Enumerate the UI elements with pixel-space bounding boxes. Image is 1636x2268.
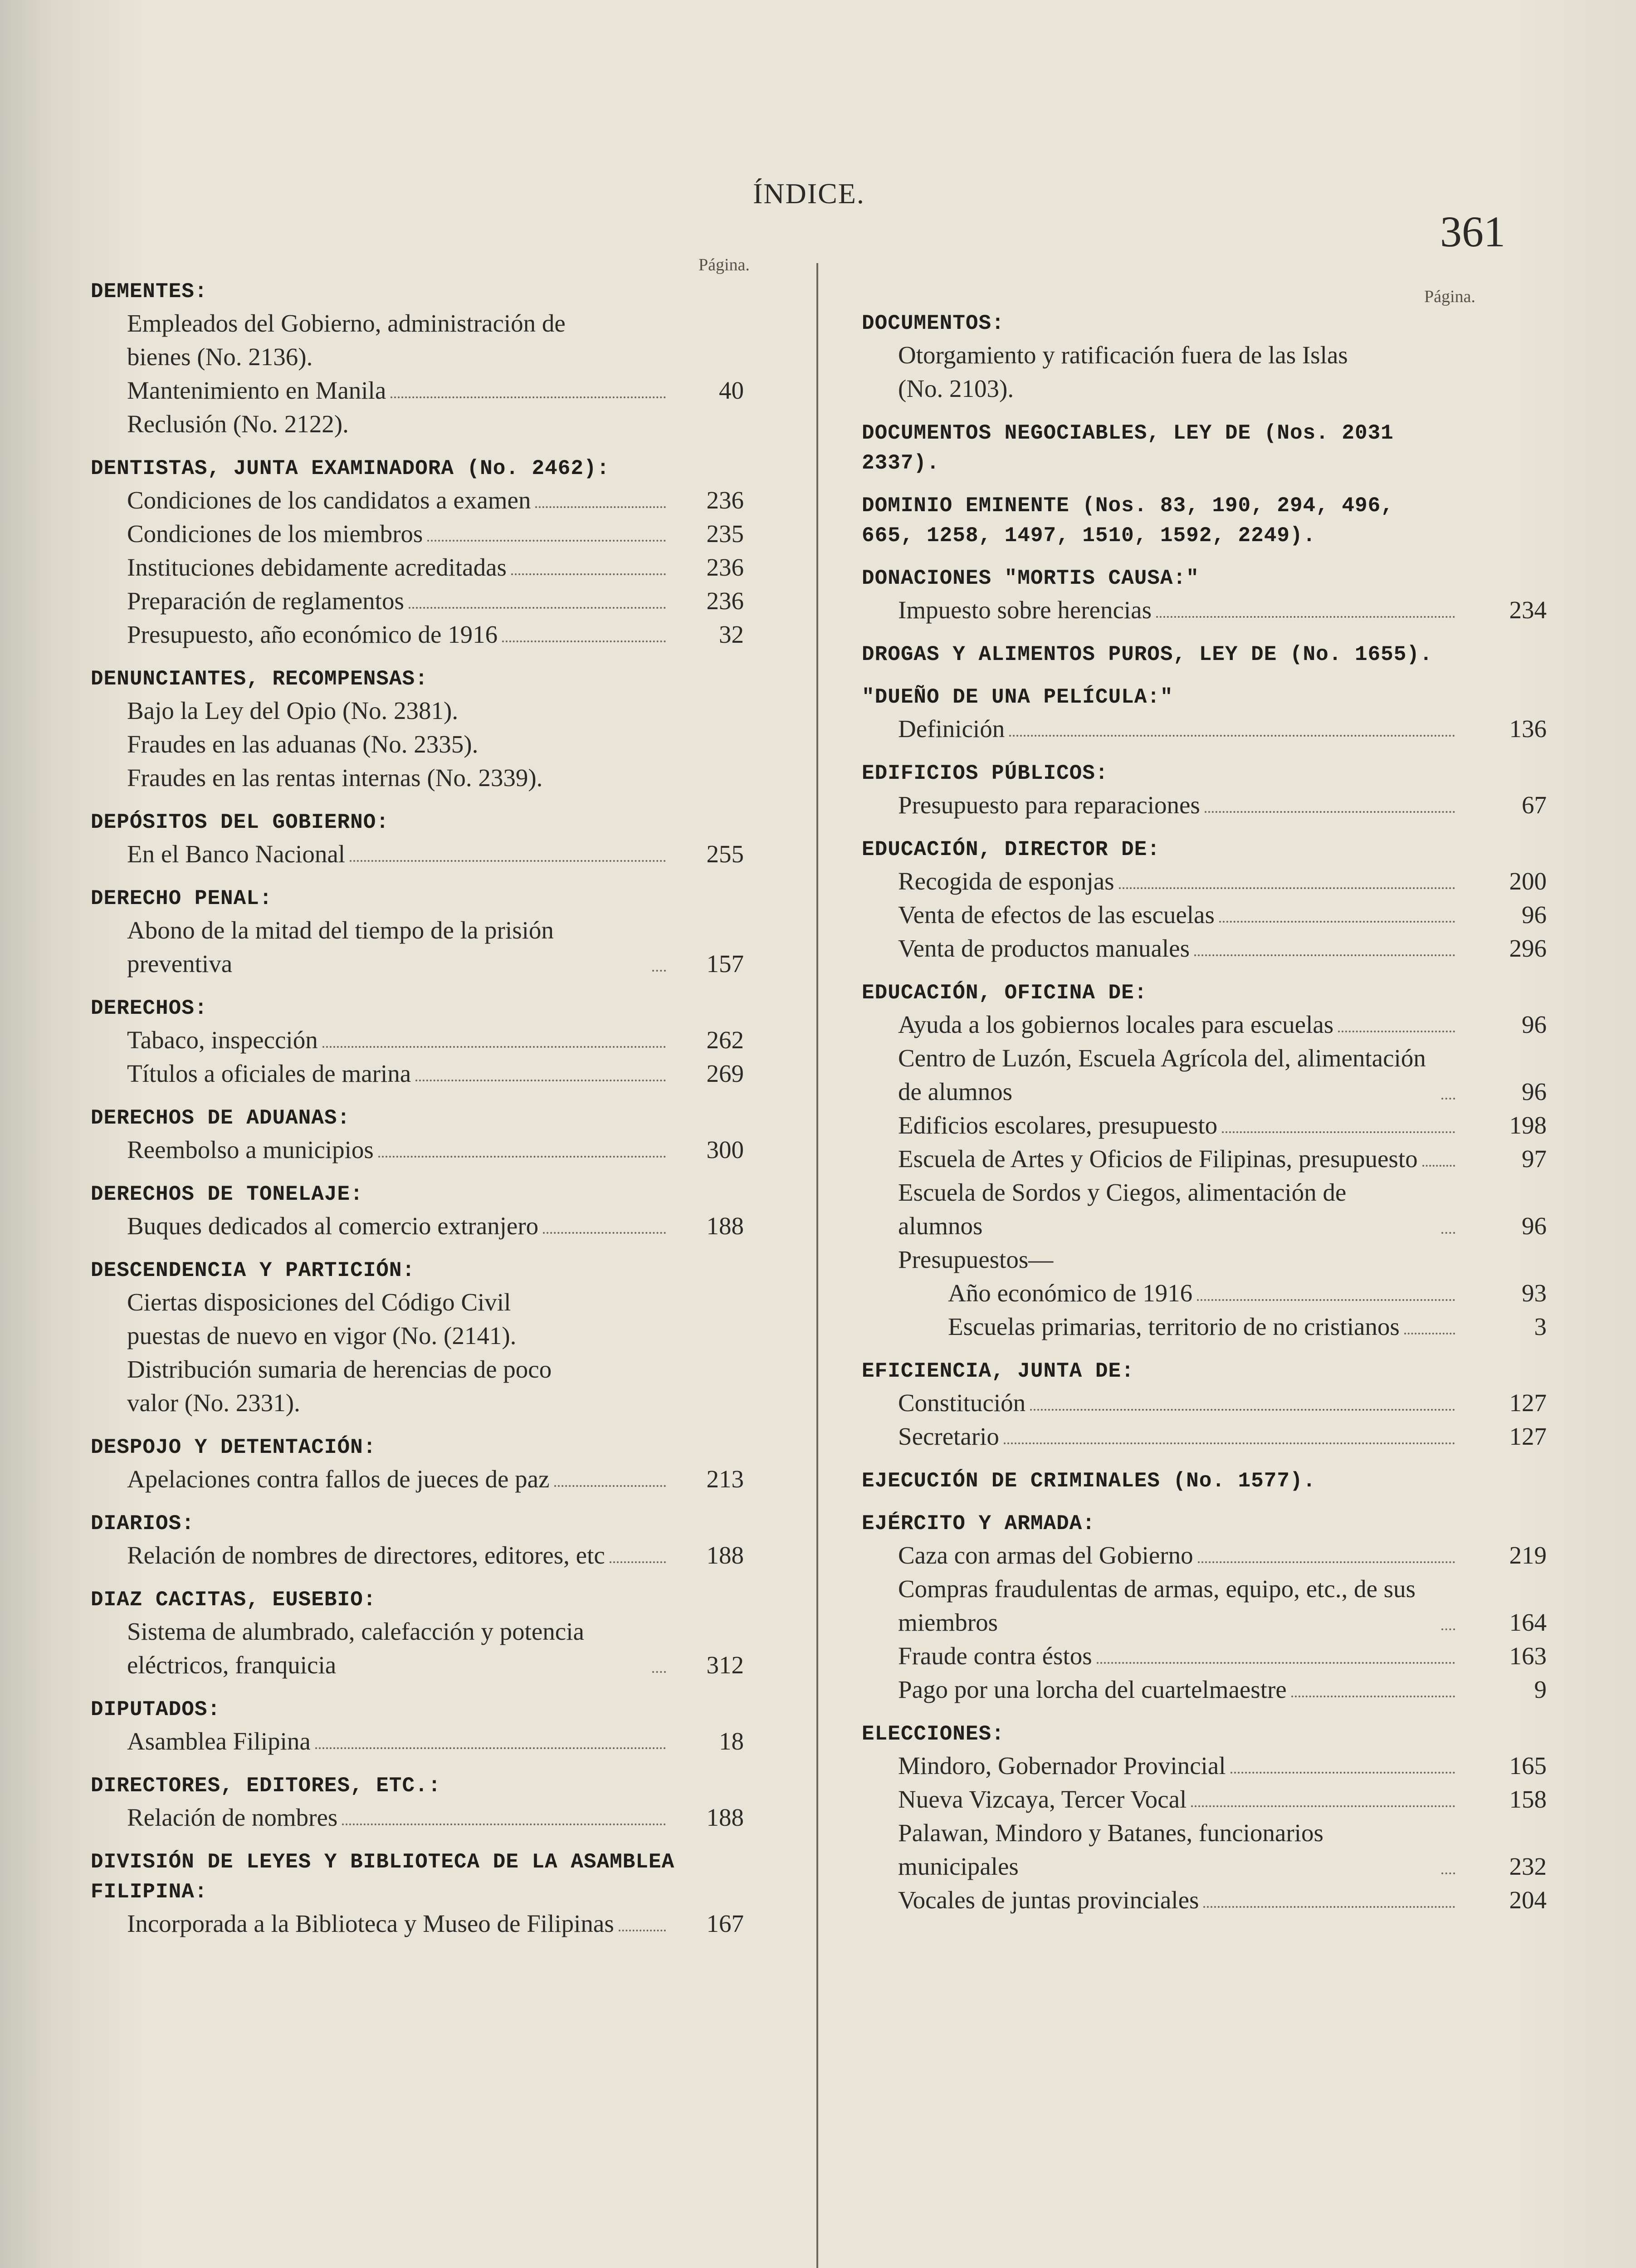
subitem-text: Otorgamiento y ratificación fuera de las Islas (No. 2103). (898, 341, 1348, 402)
index-entry (77, 664, 821, 795)
subitem-text: Impuesto sobre herencias (898, 596, 1152, 624)
entry-subitem (848, 1749, 1560, 1783)
page-ref: 18 (719, 1727, 744, 1755)
index-entry (816, 1719, 1560, 1917)
subitem-text: Buques dedicados al comercio extranjero (127, 1212, 539, 1240)
entry-heading: DERECHOS: (91, 997, 208, 1020)
entry-subitem (848, 1883, 1560, 1917)
entry-heading: "DUEÑO DE UNA PELÍCULA:" (862, 685, 1173, 709)
subitem-text: Palawan, Mindoro y Batanes, funcionarios municipales (898, 1819, 1323, 1880)
subitem-text: Incorporada a la Biblioteca y Museo de Filipinas (127, 1910, 614, 1937)
entry-subitem (848, 1783, 1560, 1816)
subitem-text: Títulos a oficiales de marina (127, 1060, 411, 1087)
subitem-text: Escuela de Sordos y Ciegos, alimentación de alumnos (898, 1178, 1347, 1240)
subitem-text: Secretario (898, 1422, 999, 1450)
subitem-text: Abono de la mitad del tiempo de la prisión preventiva (127, 916, 554, 978)
entry-heading: DIPUTADOS: (91, 1698, 221, 1721)
entry-heading: DESCENDENCIA Y PARTICIÓN: (91, 1259, 415, 1282)
page-ref: 158 (1509, 1785, 1547, 1813)
page-ref: 236 (706, 587, 744, 615)
subitem-text: Compras fraudulentas de armas, equipo, etc., de sus miembros (898, 1575, 1416, 1636)
pagina-label-left: Página. (698, 255, 750, 274)
subitem-text: Recogida de esponjas (898, 867, 1114, 895)
entry-subitem (77, 618, 821, 651)
page-ref: 219 (1509, 1541, 1547, 1569)
index-entry (816, 640, 1560, 670)
entry-heading: DOMINIO EMINENTE (Nos. 83, 190, 294, 496, 665, 1258, 1497, 1510, 1592, 2249). (862, 494, 1394, 547)
page-ref: 255 (706, 840, 744, 868)
index-entry (816, 1509, 1560, 1706)
index-entry (77, 1847, 821, 1941)
leader-dots (1205, 811, 1455, 813)
index-entry (816, 1466, 1560, 1496)
entry-subitem (77, 551, 821, 584)
index-entry (77, 1585, 821, 1682)
leader-dots (610, 1561, 666, 1563)
entry-heading: DENTISTAS, JUNTA EXAMINADORA (No. 2462): (91, 457, 610, 480)
page-ref: 269 (706, 1060, 744, 1087)
entry-subitem (77, 694, 821, 728)
entry-subitem (848, 1572, 1560, 1639)
subitem-text: Pago por una lorcha del cuartelmaestre (898, 1676, 1287, 1703)
subitem-text: Empleados del Gobierno, administración de bienes (No. 2136). (127, 309, 566, 371)
entry-heading: EFICIENCIA, JUNTA DE: (862, 1359, 1134, 1383)
subitem-text: En el Banco Nacional (127, 840, 346, 868)
subitem-text: Asamblea Filipina (127, 1727, 311, 1755)
subitem-text: Apelaciones contra fallos de jueces de paz (127, 1465, 550, 1493)
page-ref: 213 (706, 1465, 744, 1493)
page-ref: 164 (1509, 1608, 1547, 1636)
page-ref: 96 (1522, 1078, 1547, 1105)
page-ref: 198 (1509, 1111, 1547, 1139)
leader-dots (554, 1485, 666, 1487)
leader-dots (1191, 1805, 1455, 1807)
leader-dots (619, 1930, 666, 1931)
leader-dots (322, 1046, 666, 1048)
leader-dots (1198, 1561, 1455, 1563)
page-ref: 32 (719, 621, 744, 648)
entry-subitem (77, 517, 821, 551)
entry-heading: DIARIOS: (91, 1512, 195, 1535)
page-number: 361 (1440, 207, 1505, 256)
index-entry (77, 807, 821, 871)
subitem-text: Distribución sumaria de herencias de poco valor (No. 2331). (127, 1355, 552, 1417)
subitem-text: Edificios escolares, presupuesto (898, 1111, 1218, 1139)
page-ref: 236 (706, 553, 744, 581)
entry-heading: DEPÓSITOS DEL GOBIERNO: (91, 811, 389, 834)
subitem-text: Venta de productos manuales (898, 934, 1190, 962)
index-entry (816, 835, 1560, 965)
leader-dots (1194, 954, 1455, 956)
entry-subitem (77, 914, 821, 981)
page-ref: 232 (1509, 1853, 1547, 1880)
index-entry (77, 1179, 821, 1243)
page-ref: 234 (1509, 596, 1547, 624)
page-ref: 167 (706, 1910, 744, 1937)
subitem-text: Ciertas disposiciones del Código Civil puestas de nuevo en vigor (No. (2141). (127, 1288, 517, 1349)
page-ref: 188 (706, 1541, 744, 1569)
entry-subitem (77, 1725, 821, 1758)
entry-subitem (77, 1023, 821, 1057)
subitem-text: Fraudes en las rentas internas (No. 2339). (127, 764, 543, 792)
entry-subitem (848, 932, 1560, 965)
entry-heading: DONACIONES "MORTIS CAUSA:" (862, 567, 1199, 590)
subitem-text: Centro de Luzón, Escuela Agrícola del, alimentación de alumnos (898, 1044, 1426, 1105)
leader-dots (427, 540, 666, 542)
entry-heading: EDUCACIÓN, DIRECTOR DE: (862, 838, 1160, 861)
entry-heading: DIAZ CACITAS, EUSEBIO: (91, 1588, 376, 1612)
page-ref: 93 (1522, 1279, 1547, 1307)
entry-subitem (848, 593, 1560, 627)
index-entry (816, 758, 1560, 822)
leader-dots (1119, 887, 1455, 889)
leader-dots (1231, 1772, 1455, 1774)
page-ref: 235 (706, 520, 744, 547)
entry-heading: EJÉRCITO Y ARMADA: (862, 1512, 1095, 1535)
pagina-label-right: Página. (1424, 287, 1475, 306)
leader-dots (1441, 1872, 1455, 1874)
subitem-text: Fraude contra éstos (898, 1642, 1092, 1670)
index-entry (816, 418, 1560, 478)
entry-subitem (848, 1386, 1560, 1420)
subitem-text: Presupuesto, año económico de 1916 (127, 621, 498, 648)
page-ref: 96 (1522, 1011, 1547, 1038)
entry-subitem (848, 1816, 1560, 1883)
subitem-text: Caza con armas del Gobierno (898, 1541, 1193, 1569)
leader-dots (391, 396, 666, 398)
subitem-text: Vocales de juntas provinciales (898, 1886, 1199, 1914)
entry-subitem (848, 1008, 1560, 1041)
subitem-text: Ayuda a los gobiernos locales para escuelas (898, 1011, 1334, 1038)
subitem-text: Condiciones de los miembros (127, 520, 423, 547)
entry-subitem (848, 1639, 1560, 1673)
left-column (77, 245, 821, 1953)
entry-subitem (848, 338, 1560, 406)
leader-dots (1203, 1906, 1455, 1908)
entry-heading: DROGAS Y ALIMENTOS PUROS, LEY DE (No. 1655). (862, 643, 1433, 666)
index-entry (77, 1509, 821, 1572)
entry-subitem (77, 1462, 821, 1496)
subitem-text: Bajo la Ley del Opio (No. 2381). (127, 697, 459, 724)
entry-subitem (848, 712, 1560, 746)
subitem-text: Presupuesto para reparaciones (898, 791, 1200, 819)
page-ref: 188 (706, 1804, 744, 1831)
index-entry (77, 1103, 821, 1167)
entry-subitem (848, 1142, 1560, 1176)
page-ref: 165 (1509, 1752, 1547, 1779)
subitem-text: Sistema de alumbrado, calefacción y potencia eléctricos, franquicia (127, 1618, 584, 1679)
page-ref: 188 (706, 1212, 744, 1240)
subitem-text: Reclusión (No. 2122). (127, 410, 349, 438)
leader-dots (511, 573, 666, 575)
entry-subitem (848, 1176, 1560, 1243)
page-ref: 97 (1522, 1145, 1547, 1173)
entry-subitem (77, 1615, 821, 1682)
page-ref: 40 (719, 376, 744, 404)
index-entry (816, 563, 1560, 627)
index-entry (816, 308, 1560, 406)
entry-subitem (77, 1133, 821, 1167)
entry-subitem (848, 1420, 1560, 1453)
entry-subitem (848, 1243, 1560, 1276)
page-title: ÍNDICE. (753, 177, 865, 210)
entry-subitem (77, 1539, 821, 1572)
leader-dots (1441, 1232, 1455, 1234)
entry-subitem (848, 1109, 1560, 1142)
leader-dots (415, 1080, 666, 1081)
entry-heading: DERECHOS DE TONELAJE: (91, 1183, 363, 1206)
page-ref: 96 (1522, 901, 1547, 929)
entry-subitem (848, 1673, 1560, 1706)
leader-dots (378, 1156, 666, 1158)
subitem-text: Definición (898, 715, 1005, 743)
leader-dots (1197, 1299, 1455, 1301)
entry-subitem (848, 1539, 1560, 1572)
leader-dots (409, 607, 666, 609)
index-entry (77, 884, 821, 981)
subitem-text: Mindoro, Gobernador Provincial (898, 1752, 1226, 1779)
page-ref: 296 (1509, 934, 1547, 962)
page-ref: 204 (1509, 1886, 1547, 1914)
entry-subitem (848, 865, 1560, 898)
subitem-text: Fraudes en las aduanas (No. 2335). (127, 730, 479, 758)
subitem-text: Mantenimiento en Manila (127, 376, 386, 404)
page-ref: 157 (706, 950, 744, 978)
subitem-text: Presupuestos— (898, 1246, 1054, 1273)
index-entry (77, 1695, 821, 1758)
leader-dots (1291, 1696, 1455, 1697)
subitem-text: Reembolso a municipios (127, 1136, 374, 1163)
leader-dots (1441, 1628, 1455, 1630)
entry-subitem (77, 728, 821, 761)
leader-dots (1156, 616, 1455, 618)
entry-subitem (77, 584, 821, 618)
entry-subitem (848, 1041, 1560, 1109)
entry-heading: DIVISIÓN DE LEYES Y BIBLIOTECA DE LA ASAMBLEA FILIPINA: (91, 1850, 675, 1904)
page-ref: 127 (1509, 1389, 1547, 1417)
page-ref: 236 (706, 486, 744, 514)
page-ref: 96 (1522, 1212, 1547, 1240)
leader-dots (1422, 1165, 1455, 1167)
entry-subitem (848, 1310, 1560, 1344)
entry-heading: DEMENTES: (91, 280, 208, 303)
entry-subitem (77, 1057, 821, 1090)
leader-dots (1004, 1442, 1455, 1444)
entry-subitem (77, 837, 821, 871)
leader-dots (315, 1747, 666, 1749)
entry-subitem (77, 761, 821, 795)
right-column (816, 245, 1560, 1930)
leader-dots (652, 1671, 666, 1673)
entry-subitem (77, 1801, 821, 1834)
subitem-text: Año económico de 1916 (948, 1279, 1193, 1307)
index-entry (816, 682, 1560, 746)
page-ref: 200 (1509, 867, 1547, 895)
entry-heading: DERECHO PENAL: (91, 887, 273, 910)
entry-heading: DENUNCIANTES, RECOMPENSAS: (91, 667, 428, 691)
leader-dots (1338, 1031, 1455, 1032)
entry-heading: ELECCIONES: (862, 1722, 1005, 1746)
subitem-text: Tabaco, inspección (127, 1026, 318, 1054)
subitem-text: Instituciones debidamente acreditadas (127, 553, 507, 581)
leader-dots (1404, 1333, 1455, 1334)
page-ref: 312 (706, 1651, 744, 1679)
page-ref: 300 (706, 1136, 744, 1163)
leader-dots (535, 506, 666, 508)
index-entry (816, 1356, 1560, 1453)
index-entry (816, 978, 1560, 1344)
index-entry (77, 1771, 821, 1834)
page-ref: 9 (1534, 1676, 1547, 1703)
entry-heading: DOCUMENTOS: (862, 312, 1005, 335)
entry-heading: EDUCACIÓN, OFICINA DE: (862, 981, 1148, 1005)
subitem-text: Relación de nombres de directores, editores, etc (127, 1541, 605, 1569)
subitem-text: Escuelas primarias, territorio de no cristianos (948, 1313, 1400, 1340)
leader-dots (1097, 1662, 1455, 1664)
entry-subitem (77, 407, 821, 441)
leader-dots (652, 970, 666, 972)
entry-subitem (77, 307, 821, 374)
leader-dots (1219, 921, 1455, 923)
leader-dots (1009, 735, 1455, 737)
subitem-text: Relación de nombres (127, 1804, 338, 1831)
entry-subitem (77, 1209, 821, 1243)
entry-subitem (77, 1286, 821, 1353)
subitem-text: Nueva Vizcaya, Tercer Vocal (898, 1785, 1187, 1813)
entry-heading: DESPOJO Y DETENTACIÓN: (91, 1436, 376, 1459)
leader-dots (502, 640, 666, 642)
subitem-text: Escuela de Artes y Oficios de Filipinas, presupuesto (898, 1145, 1418, 1173)
index-entry (77, 1256, 821, 1420)
leader-dots (1030, 1409, 1455, 1411)
page-ref: 127 (1509, 1422, 1547, 1450)
leader-dots (350, 860, 666, 862)
entry-heading: EDIFICIOS PÚBLICOS: (862, 762, 1109, 785)
index-entry (77, 993, 821, 1090)
leader-dots (1441, 1098, 1455, 1100)
page-ref: 262 (706, 1026, 744, 1054)
entry-subitem (77, 374, 821, 407)
entry-heading: DOCUMENTOS NEGOCIABLES, LEY DE (Nos. 2031 2337). (862, 421, 1394, 475)
index-entry (816, 491, 1560, 551)
entry-heading: DERECHOS DE ADUANAS: (91, 1106, 351, 1130)
subitem-text: Preparación de reglamentos (127, 587, 404, 615)
page-ref: 136 (1509, 715, 1547, 743)
leader-dots (543, 1232, 666, 1234)
entry-heading: EJECUCIÓN DE CRIMINALES (No. 1577). (862, 1469, 1316, 1493)
page-header (0, 0, 1636, 254)
subitem-text: Venta de efectos de las escuelas (898, 901, 1215, 929)
entry-subitem (77, 484, 821, 517)
entry-subitem (848, 788, 1560, 822)
index-entry (77, 1432, 821, 1496)
page-ref: 67 (1522, 791, 1547, 819)
subitem-text: Condiciones de los candidatos a examen (127, 486, 531, 514)
leader-dots (1222, 1131, 1455, 1133)
entry-subitem (77, 1353, 821, 1420)
index-entry (77, 277, 821, 441)
page-ref: 3 (1534, 1313, 1547, 1340)
subitem-text: Constitución (898, 1389, 1026, 1417)
index-entry (77, 454, 821, 651)
page-ref: 163 (1509, 1642, 1547, 1670)
entry-subitem (848, 1276, 1560, 1310)
entry-subitem (77, 1907, 821, 1941)
entry-heading: DIRECTORES, EDITORES, ETC.: (91, 1774, 441, 1798)
leader-dots (342, 1823, 666, 1825)
entry-subitem (848, 898, 1560, 932)
